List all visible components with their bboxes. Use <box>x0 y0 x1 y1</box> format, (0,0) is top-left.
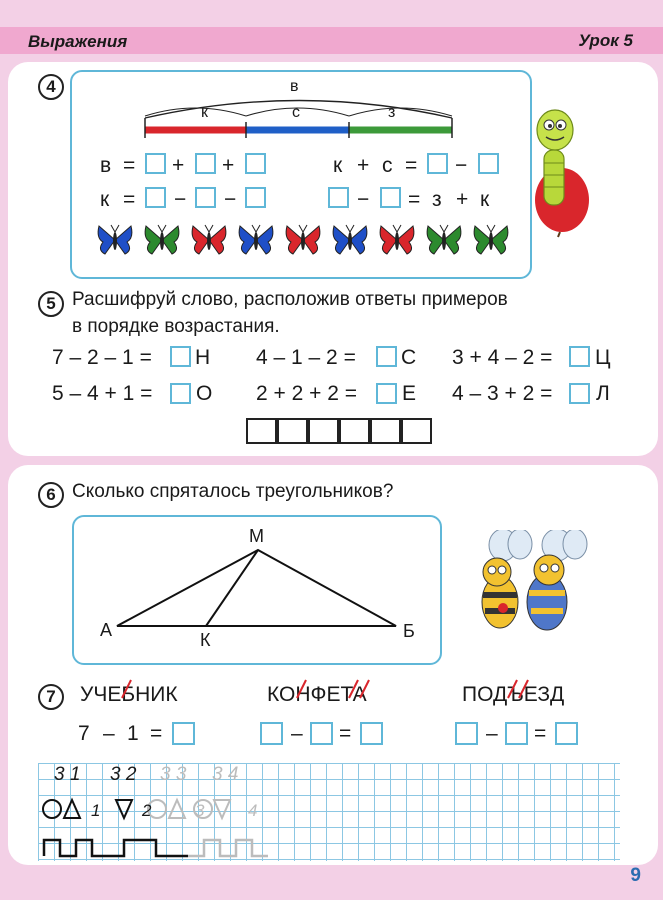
ex2-letter: С <box>401 346 417 369</box>
t7-e2-eq: = <box>339 722 352 745</box>
r2r-box-1[interactable] <box>328 187 349 208</box>
ex1-expr: 7 – 2 – 1 = <box>52 346 152 369</box>
r1-op1: + <box>172 154 185 177</box>
r2r-op: − <box>357 188 370 211</box>
word-3: ПОДЪЕЗД <box>462 683 565 706</box>
caterpillar-on-apple-illustration <box>530 105 590 240</box>
ex6-letter: Л <box>596 382 610 405</box>
butterfly-icon <box>377 222 417 258</box>
task4-number: 4 <box>38 74 64 100</box>
shape-num-4: 4 <box>248 801 258 820</box>
vertex-k: К <box>200 630 211 650</box>
vertex-a: А <box>100 620 113 640</box>
copybook-meander-line <box>38 830 278 862</box>
r2r-a: з <box>432 188 442 211</box>
ex3-letter: Ц <box>595 346 611 369</box>
t7-e1-op: – <box>103 722 115 745</box>
bees-illustration <box>465 530 590 640</box>
r1-box-2[interactable] <box>195 153 216 174</box>
ex3-expr: 3 + 4 – 2 = <box>452 346 553 369</box>
segment-label-s: с <box>292 104 300 121</box>
r2-box-3[interactable] <box>245 187 266 208</box>
t7-e1-b: 1 <box>127 722 139 745</box>
t7-e3-box-2[interactable] <box>505 722 528 745</box>
r1r-box-1[interactable] <box>427 153 448 174</box>
shape-num-2: 2 <box>142 801 152 820</box>
copy-row1-4: 3 4 <box>212 764 239 785</box>
butterfly-icon <box>330 222 370 258</box>
task7-number: 7 <box>38 684 64 710</box>
r2r-eq: = <box>408 188 421 211</box>
shape-num-1: 1 <box>91 801 101 820</box>
ex6-answer[interactable] <box>569 383 590 404</box>
butterfly-icon <box>236 222 276 258</box>
task6-number: 6 <box>38 482 64 508</box>
t7-e3-op: – <box>486 722 498 745</box>
segment-diagram <box>130 78 470 140</box>
word-cell-1[interactable] <box>246 418 277 444</box>
ex1-answer[interactable] <box>170 346 191 367</box>
r1r-lhs: к <box>333 154 343 177</box>
word-cell-4[interactable] <box>339 418 370 444</box>
t7-e2-box-1[interactable] <box>260 722 283 745</box>
segment-label-k: к <box>201 104 208 121</box>
word-cell-6[interactable] <box>401 418 432 444</box>
r2-box-2[interactable] <box>195 187 216 208</box>
r2-lhs: к <box>100 188 110 211</box>
task5-prompt-line1: Расшифруй слово, расположив ответы примеров <box>72 289 508 310</box>
segment-label-v: в <box>290 78 299 95</box>
r1-eq: = <box>123 154 136 177</box>
t7-e3-eq: = <box>534 722 547 745</box>
r2-op1: − <box>174 188 187 211</box>
ex5-expr: 2 + 2 + 2 = <box>256 382 358 405</box>
ex5-answer[interactable] <box>376 383 397 404</box>
butterfly-icon <box>283 222 323 258</box>
r1r-rhs: с <box>382 154 393 177</box>
word-cell-3[interactable] <box>308 418 339 444</box>
ex4-expr: 5 – 4 + 1 = <box>52 382 153 405</box>
ex2-expr: 4 – 1 – 2 = <box>256 346 356 369</box>
butterfly-icon <box>189 222 229 258</box>
t7-e3-box-1[interactable] <box>455 722 478 745</box>
r2r-b: к <box>480 188 490 211</box>
ex5-letter: Е <box>402 382 417 405</box>
word-cell-2[interactable] <box>277 418 308 444</box>
r1-op2: + <box>222 154 235 177</box>
strike-marks <box>0 670 663 710</box>
r1-box-3[interactable] <box>245 153 266 174</box>
butterfly-icon <box>95 222 135 258</box>
butterfly-icon <box>471 222 511 258</box>
copy-row1-2: 3 2 <box>110 764 137 785</box>
t7-e2-box-2[interactable] <box>310 722 333 745</box>
lesson-label: Урок 5 <box>578 31 633 50</box>
r2r-box-2[interactable] <box>380 187 401 208</box>
task5-prompt-line2: в порядке возрастания. <box>72 316 280 337</box>
vertex-m: М <box>249 526 264 546</box>
t7-e3-box-3[interactable] <box>555 722 578 745</box>
page-number: 9 <box>630 865 641 886</box>
word-2: КОНФЕТА <box>267 683 367 706</box>
task5-number: 5 <box>38 291 64 317</box>
ex1-letter: Н <box>195 346 211 369</box>
vertex-b: Б <box>403 621 415 641</box>
r1r-op: + <box>357 154 370 177</box>
r1-box-1[interactable] <box>145 153 166 174</box>
ex4-answer[interactable] <box>170 383 191 404</box>
r1r-eq: = <box>405 154 418 177</box>
r1-lhs: в <box>100 154 112 177</box>
r2r-plus: + <box>456 188 469 211</box>
ex3-answer[interactable] <box>569 346 590 367</box>
ex4-letter: О <box>196 382 213 405</box>
butterfly-icon <box>142 222 182 258</box>
ex2-answer[interactable] <box>376 346 397 367</box>
r2-eq: = <box>123 188 136 211</box>
segment-label-z: з <box>388 104 396 121</box>
copybook-shapes-row <box>38 795 278 825</box>
word-cell-5[interactable] <box>370 418 401 444</box>
copy-row1-1: 3 1 <box>54 764 81 785</box>
butterfly-icon <box>424 222 464 258</box>
r2-op2: − <box>224 188 237 211</box>
shape-num-3: 3 <box>195 801 205 820</box>
task6-prompt: Сколько спряталось треугольников? <box>72 481 394 502</box>
t7-e2-box-3[interactable] <box>360 722 383 745</box>
section-title: Выражения <box>28 32 128 51</box>
t7-e1-box[interactable] <box>172 722 195 745</box>
t7-e1-eq: = <box>150 722 163 745</box>
t7-e1-a: 7 <box>78 722 90 745</box>
r1r-box-2[interactable] <box>478 153 499 174</box>
butterfly-row <box>95 222 515 262</box>
r2-box-1[interactable] <box>145 187 166 208</box>
t7-e2-op: – <box>291 722 303 745</box>
copy-row1-3: 3 3 <box>160 764 187 785</box>
ex6-expr: 4 – 3 + 2 = <box>452 382 553 405</box>
r1r-op2: − <box>455 154 468 177</box>
word-1: УЧЕБНИК <box>80 683 178 706</box>
